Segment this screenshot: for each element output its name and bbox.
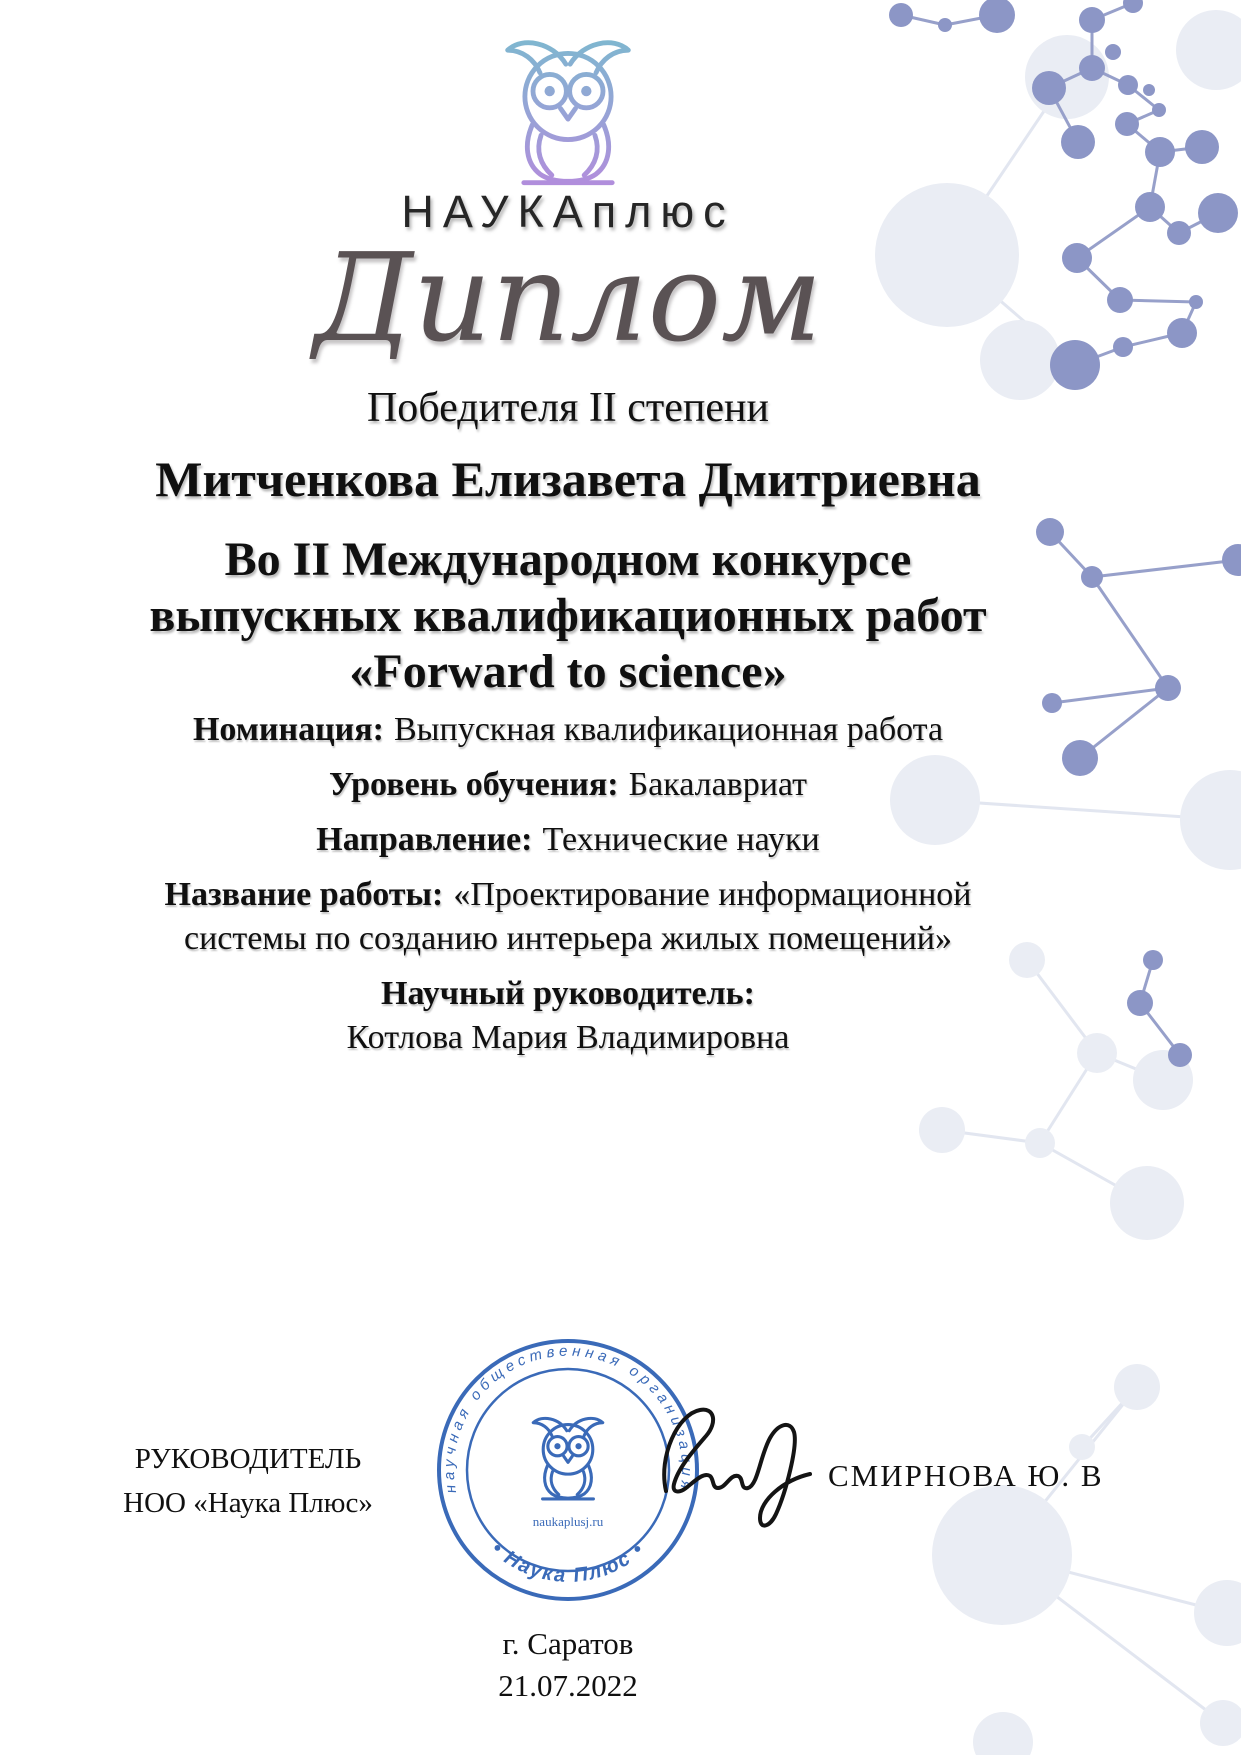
field-nomination-value: Выпускная квалификационная работа [393, 711, 944, 748]
diploma-title: Диплом [313, 227, 823, 369]
city-label: г. Саратов [502, 1626, 634, 1661]
brand-wordmark: НАУКАплюс [401, 186, 735, 237]
field-direction [0, 818, 1136, 862]
field-level-label: Уровень обучения: [328, 766, 619, 803]
stamp-url-text: naukaplusj.ru [532, 1514, 604, 1529]
signatory-title-block [88, 1438, 408, 1525]
signatory-title-line2: НОО «Наука Плюс» [123, 1486, 373, 1519]
stamp-arc-bottom-text: • Наука Плюс • [486, 1537, 650, 1587]
details-section [0, 708, 1136, 1071]
field-nomination [0, 708, 1136, 752]
field-work-title-value: «Проектирование информационной системы по созданию интерьера жилых помещений» [183, 876, 972, 957]
field-level [0, 763, 1136, 807]
field-work-title-label: Название работы: [164, 876, 444, 913]
degree-subtitle: Победителя II степени [366, 385, 770, 431]
field-direction-label: Направление: [316, 821, 533, 858]
contest-line-2: выпускных квалификационных работ [149, 589, 987, 642]
supervisor-label: Научный руководитель: [381, 975, 755, 1012]
contest-description [0, 532, 1136, 700]
owl-logo-icon [503, 34, 633, 187]
contest-line-3: «Forward to science» [349, 645, 787, 698]
field-work-title [103, 873, 1033, 961]
logo-area [0, 34, 1136, 192]
signatory-title-line1: РУКОВОДИТЕЛЬ [134, 1443, 362, 1475]
supervisor-name: Котлова Мария Владимировна [346, 1019, 790, 1056]
supervisor-block [0, 972, 1136, 1060]
stamp-arc-top-text: научная общественная организация [440, 1342, 696, 1495]
signature [648, 1396, 898, 1541]
recipient-name: Митченкова Елизавета Дмитриевна [155, 451, 981, 507]
stamp-owl-icon [533, 1418, 602, 1499]
field-direction-value: Технические науки [542, 821, 820, 858]
signer-name: СМИРНОВА Ю. В [828, 1458, 1104, 1493]
field-nomination-label: Номинация: [192, 711, 384, 748]
issue-date: 21.07.2022 [498, 1668, 638, 1703]
field-level-value: Бакалавриат [628, 766, 807, 803]
contest-line-1: Во II Международном конкурсе [224, 533, 912, 586]
